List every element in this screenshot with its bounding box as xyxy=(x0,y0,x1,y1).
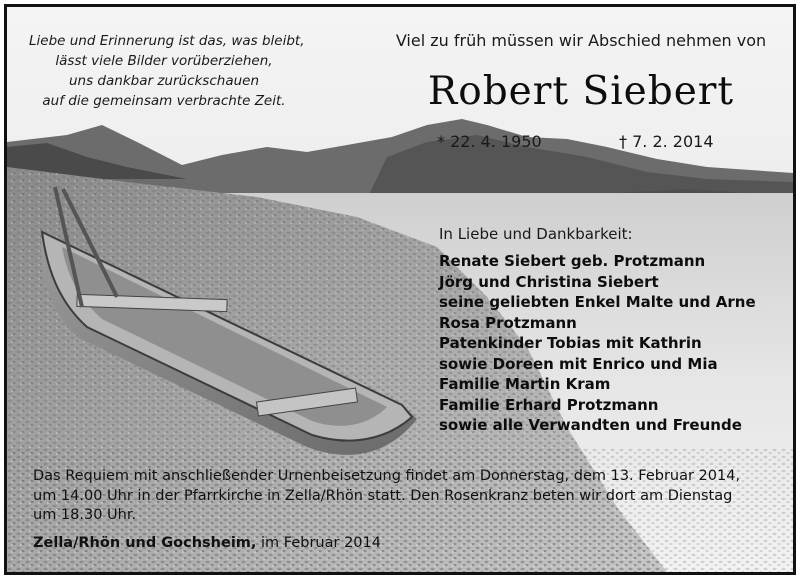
requiem-line: Das Requiem mit anschließender Urnenbeisetzung findet am Donnerstag, dem 13. Februar 2014, xyxy=(33,468,741,484)
poem-line: auf die gemeinsam verbrachte Zeit. xyxy=(42,93,286,109)
signoff-date: im Februar 2014 xyxy=(256,535,381,551)
mourner-entry: Jörg und Christina Siebert xyxy=(439,272,659,291)
farewell-intro: Viel zu früh müssen wir Abschied nehmen von xyxy=(395,31,767,50)
poem-line: uns dankbar zurückschauen xyxy=(68,73,260,89)
requiem-line: um 14.00 Uhr in der Pfarrkirche in Zella/Rhön statt. Den Rosenkranz beten wir dort am Dienstag xyxy=(33,487,733,504)
mourner-entry: Familie Martin Kram xyxy=(439,375,611,393)
poem-line: lässt viele Bilder vorüberziehen, xyxy=(55,53,273,69)
mourner-entry: sowie alle Verwandten und Freunde xyxy=(439,416,742,434)
mourner-entry: seine geliebten Enkel Malte und Arne xyxy=(439,293,756,311)
memorial-poem xyxy=(29,31,305,111)
birth-date: * 22. 4. 1950 xyxy=(437,132,542,151)
poem-line: Liebe und Erinnerung ist das, was bleibt, xyxy=(29,33,305,49)
signoff-places: Zella/Rhön und Gochsheim, xyxy=(33,535,257,551)
deceased-name: Robert Siebert xyxy=(427,69,735,114)
obituary-frame xyxy=(4,4,796,575)
mourner-entry: Patenkinder Tobias mit Kathrin xyxy=(439,334,702,352)
mourner-entry: Renate Siebert geb. Protzmann xyxy=(439,252,706,270)
mourner-entry: sowie Doreen mit Enrico und Mia xyxy=(439,354,718,373)
requiem-line: um 18.30 Uhr. xyxy=(33,507,137,523)
signoff xyxy=(33,535,381,551)
death-date: † 7. 2. 2014 xyxy=(619,132,714,151)
mourner-entry: Rosa Protzmann xyxy=(439,313,577,332)
mourner-entry: Familie Erhard Protzmann xyxy=(439,395,659,414)
requiem-notice xyxy=(33,467,783,526)
mourners-heading: In Liebe und Dankbarkeit: xyxy=(439,225,633,243)
mourners-list xyxy=(439,251,756,436)
